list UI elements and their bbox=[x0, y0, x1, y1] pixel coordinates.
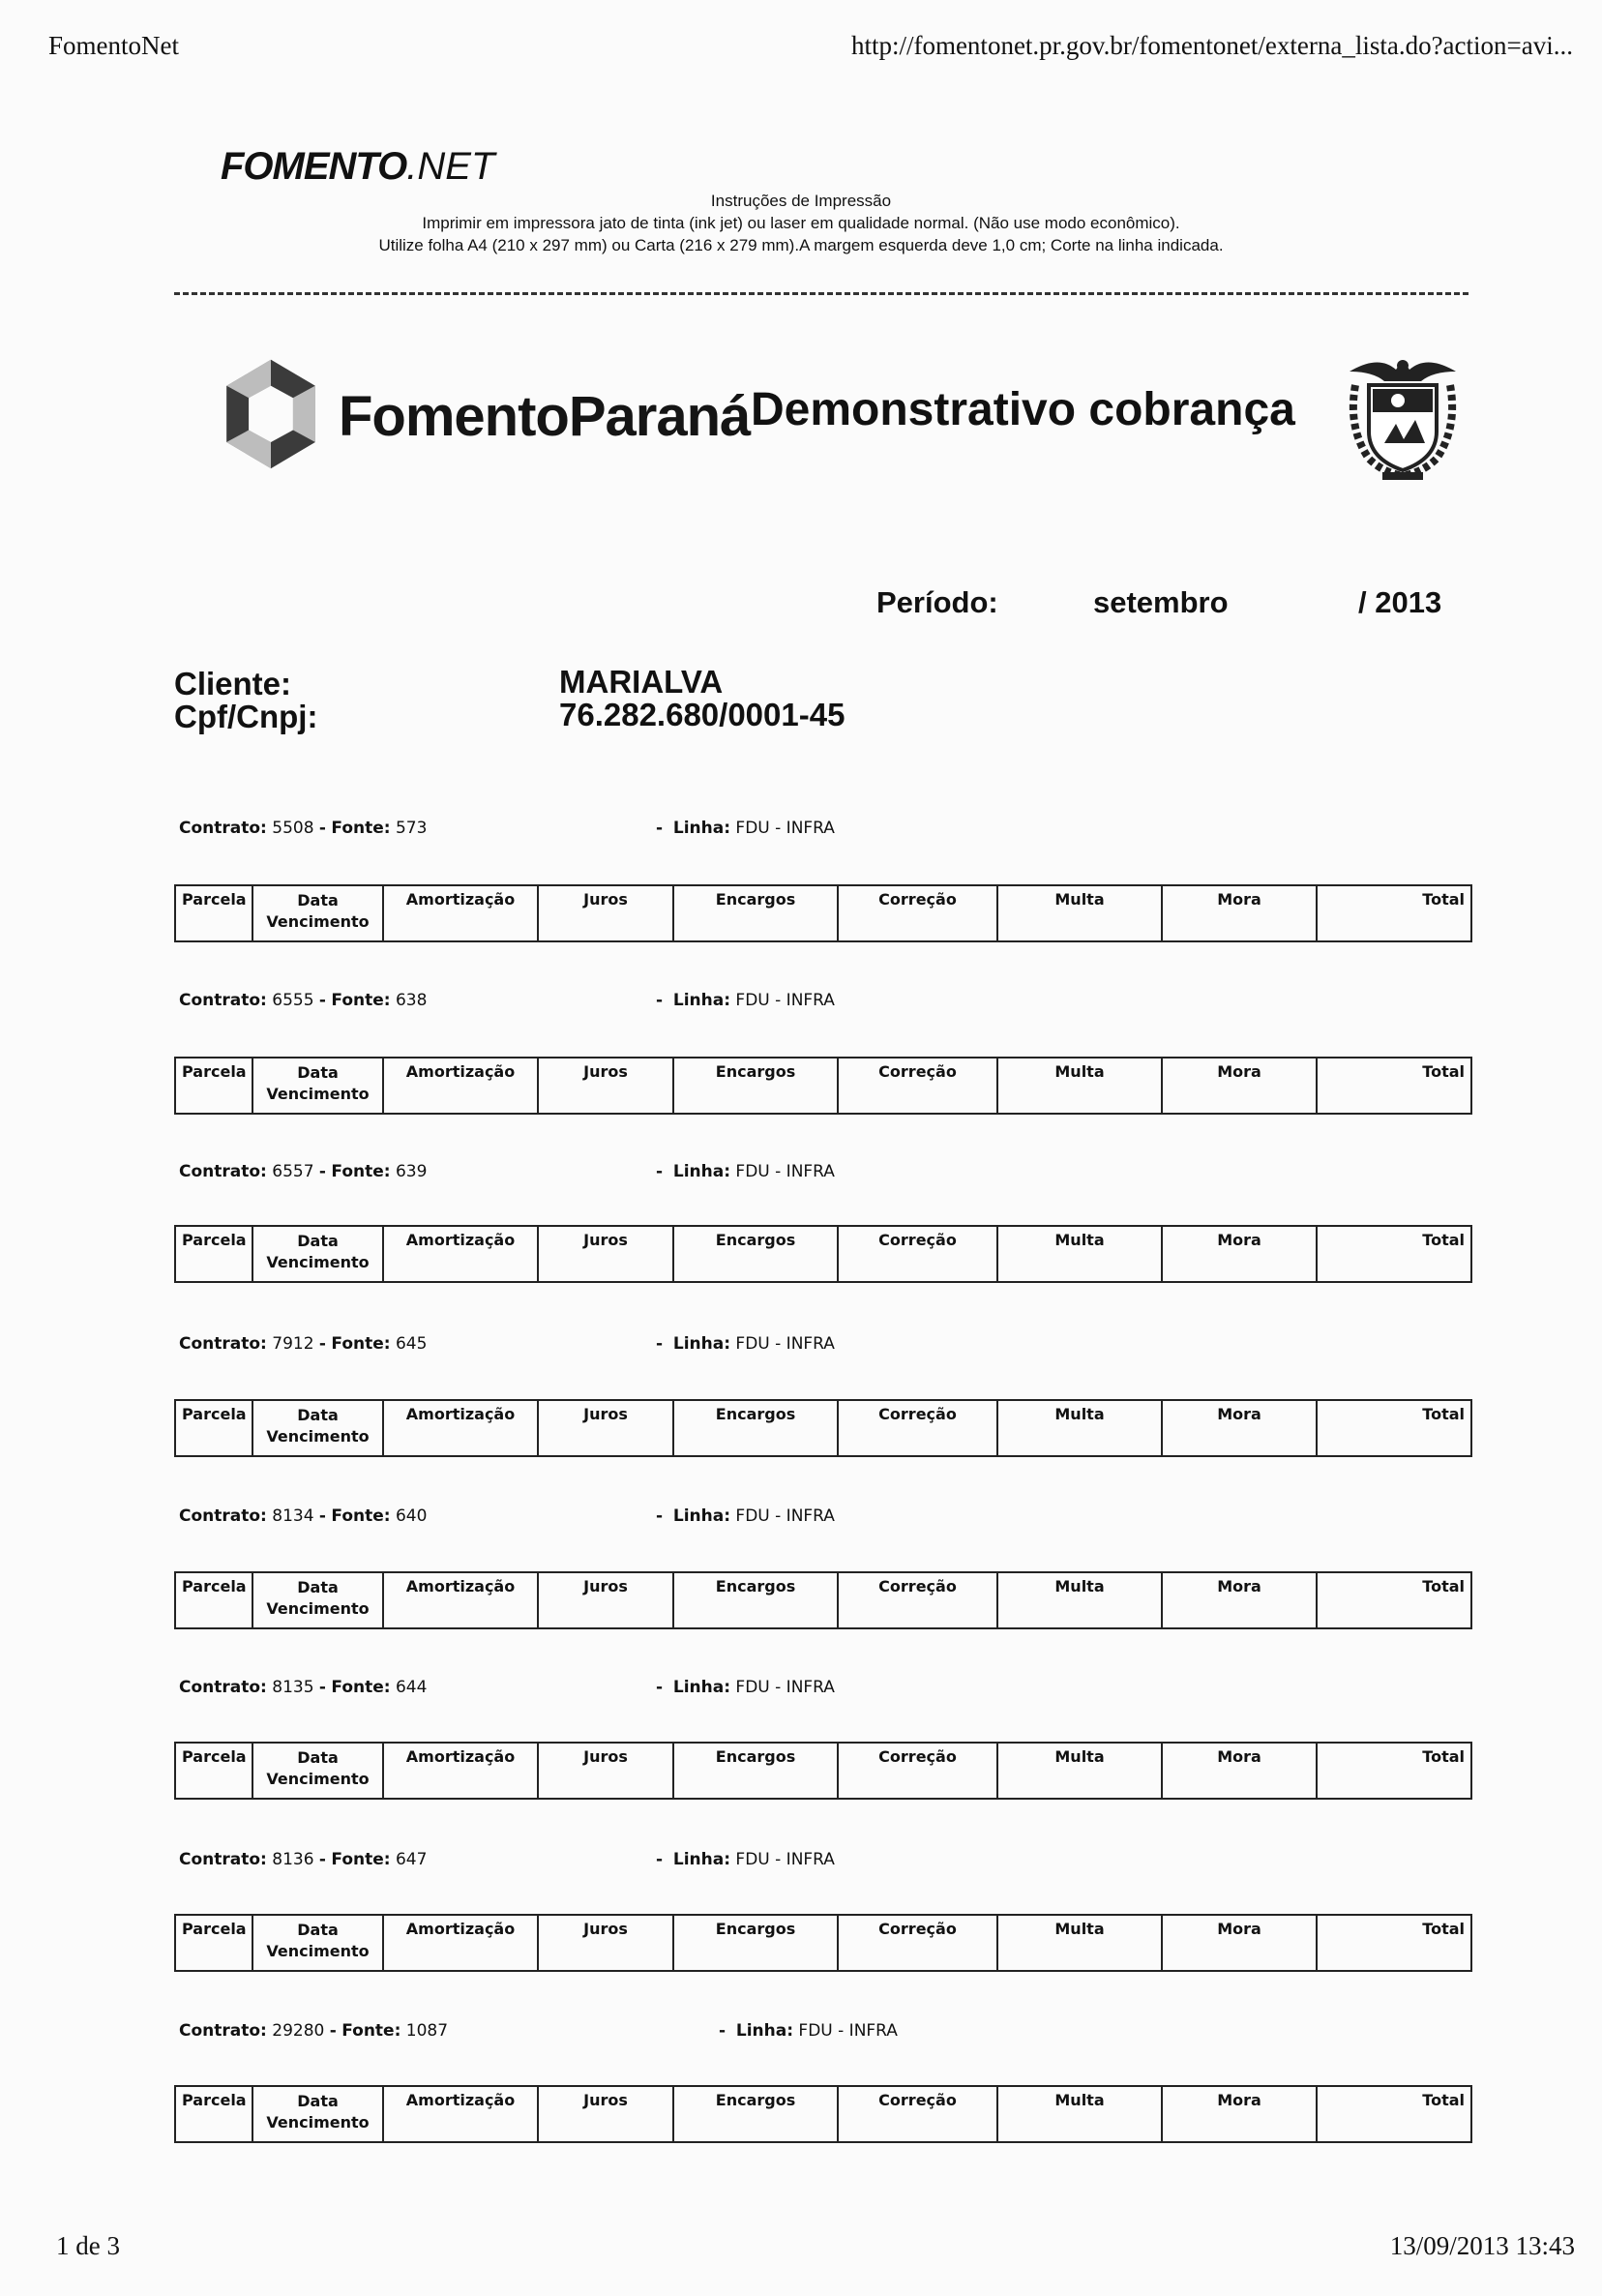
col-encargos: Encargos bbox=[673, 2086, 838, 2142]
fomento-parana-logo-icon bbox=[221, 355, 321, 477]
fonte-label: Fonte: bbox=[331, 1850, 391, 1869]
dash: - bbox=[318, 991, 326, 1010]
col-data-vencimento bbox=[252, 1572, 383, 1628]
col-correcao: Correção bbox=[838, 885, 997, 941]
print-header-url: http://fomentonet.pr.gov.br/fomentonet/externa_lista.do?action=avi... bbox=[850, 31, 1573, 60]
col-amortizacao: Amortização bbox=[383, 2086, 538, 2142]
contract-linha bbox=[656, 1506, 835, 1526]
contract-id-fonte bbox=[179, 1162, 427, 1181]
col-mora: Mora bbox=[1162, 885, 1317, 941]
col-parcela: Parcela bbox=[175, 1572, 252, 1628]
col-mora: Mora bbox=[1162, 1400, 1317, 1456]
contract-table bbox=[174, 1571, 1472, 1629]
contract-table bbox=[174, 1225, 1472, 1283]
contrato-label: Contrato: bbox=[179, 1850, 267, 1869]
contract-table bbox=[174, 2085, 1472, 2143]
contract-linha bbox=[656, 1162, 835, 1181]
instructions-title: Instruções de Impressão bbox=[710, 192, 892, 210]
contrato-value: 7912 bbox=[272, 1334, 314, 1354]
dash: - bbox=[656, 1334, 664, 1354]
contract-table bbox=[174, 1914, 1472, 1972]
fonte-label: Fonte: bbox=[331, 819, 391, 838]
col-mora: Mora bbox=[1162, 2086, 1317, 2142]
contrato-label: Contrato: bbox=[179, 1506, 267, 1526]
linha-label: Linha: bbox=[672, 1162, 731, 1181]
col-data-vencimento bbox=[252, 2086, 383, 2142]
col-data-line2: Vencimento bbox=[266, 2113, 370, 2132]
col-juros: Juros bbox=[538, 1915, 673, 1971]
contract-table bbox=[174, 1057, 1472, 1115]
col-total: Total bbox=[1317, 1226, 1471, 1282]
periodo-year: / 2013 bbox=[1358, 585, 1442, 619]
brand-block bbox=[221, 348, 750, 484]
contrato-label: Contrato: bbox=[179, 1334, 267, 1354]
col-multa: Multa bbox=[997, 1743, 1162, 1799]
col-parcela: Parcela bbox=[175, 2086, 252, 2142]
fonte-value: 573 bbox=[395, 819, 428, 838]
col-total: Total bbox=[1317, 885, 1471, 941]
contract-id-fonte bbox=[179, 2021, 448, 2041]
col-mora: Mora bbox=[1162, 1915, 1317, 1971]
col-encargos: Encargos bbox=[673, 1400, 838, 1456]
table-header-row bbox=[175, 1915, 1471, 1971]
col-total: Total bbox=[1317, 2086, 1471, 2142]
col-juros: Juros bbox=[538, 1226, 673, 1282]
contrato-label: Contrato: bbox=[179, 2021, 267, 2041]
cut-line bbox=[174, 292, 1468, 295]
print-footer-page-counter: 1 de 3 bbox=[56, 2231, 120, 2260]
linha-label: Linha: bbox=[672, 1678, 731, 1697]
fonte-label: Fonte: bbox=[331, 1678, 391, 1697]
col-parcela: Parcela bbox=[175, 1058, 252, 1114]
fonte-value: 1087 bbox=[405, 2021, 449, 2041]
contrato-value: 8134 bbox=[272, 1506, 314, 1526]
contrato-value: 8135 bbox=[272, 1678, 314, 1697]
fonte-value: 645 bbox=[395, 1334, 428, 1354]
col-data-line2: Vencimento bbox=[266, 1599, 370, 1618]
col-juros: Juros bbox=[538, 885, 673, 941]
col-data-line1: Data bbox=[297, 891, 339, 909]
contract-linha bbox=[656, 819, 835, 838]
col-data-line2: Vencimento bbox=[266, 1085, 370, 1103]
col-data-line1: Data bbox=[297, 2092, 339, 2110]
contract-id-fonte bbox=[179, 1506, 427, 1526]
contract-id-fonte bbox=[179, 1334, 427, 1354]
linha-value: FDU - INFRA bbox=[735, 1850, 835, 1869]
col-data-line1: Data bbox=[297, 1232, 339, 1250]
col-data-vencimento bbox=[252, 1400, 383, 1456]
table-header-row bbox=[175, 2086, 1471, 2142]
contrato-label: Contrato: bbox=[179, 1678, 267, 1697]
contract-table bbox=[174, 884, 1472, 942]
contrato-value: 29280 bbox=[272, 2021, 325, 2041]
col-encargos: Encargos bbox=[673, 1743, 838, 1799]
col-amortizacao: Amortização bbox=[383, 1743, 538, 1799]
col-juros: Juros bbox=[538, 1058, 673, 1114]
col-mora: Mora bbox=[1162, 1058, 1317, 1114]
table-header-row bbox=[175, 1743, 1471, 1799]
col-correcao: Correção bbox=[838, 1226, 997, 1282]
col-total: Total bbox=[1317, 1915, 1471, 1971]
contract-header bbox=[179, 1850, 1475, 1875]
col-multa: Multa bbox=[997, 2086, 1162, 2142]
col-multa: Multa bbox=[997, 1400, 1162, 1456]
col-data-line1: Data bbox=[297, 1921, 339, 1939]
col-data-line2: Vencimento bbox=[266, 1253, 370, 1271]
dash: - bbox=[656, 991, 664, 1010]
fonte-value: 644 bbox=[395, 1678, 428, 1697]
periodo-label: Período: bbox=[876, 585, 998, 619]
contrato-label: Contrato: bbox=[179, 991, 267, 1010]
linha-label: Linha: bbox=[672, 1334, 731, 1354]
linha-label: Linha: bbox=[672, 819, 731, 838]
contract-header bbox=[179, 1506, 1475, 1532]
fonte-label: Fonte: bbox=[331, 1334, 391, 1354]
col-juros: Juros bbox=[538, 1572, 673, 1628]
col-juros: Juros bbox=[538, 1400, 673, 1456]
cpf-cnpj-label: Cpf/Cnpj: bbox=[174, 699, 318, 734]
linha-value: FDU - INFRA bbox=[735, 1506, 835, 1526]
col-amortizacao: Amortização bbox=[383, 1915, 538, 1971]
col-amortizacao: Amortização bbox=[383, 1572, 538, 1628]
table-header-row bbox=[175, 1226, 1471, 1282]
col-total: Total bbox=[1317, 1058, 1471, 1114]
linha-value: FDU - INFRA bbox=[735, 991, 835, 1010]
fonte-label: Fonte: bbox=[331, 1506, 391, 1526]
contract-header bbox=[179, 2021, 1475, 2046]
contract-header bbox=[179, 1162, 1475, 1187]
col-amortizacao: Amortização bbox=[383, 1400, 538, 1456]
contract-id-fonte bbox=[179, 1850, 427, 1869]
contract-table bbox=[174, 1742, 1472, 1800]
col-juros: Juros bbox=[538, 1743, 673, 1799]
col-parcela: Parcela bbox=[175, 1400, 252, 1456]
dash: - bbox=[318, 1850, 326, 1869]
dash: - bbox=[656, 1850, 664, 1869]
contract-table bbox=[174, 1399, 1472, 1457]
cliente-label: Cliente: bbox=[174, 666, 292, 701]
linha-value: FDU - INFRA bbox=[798, 2021, 898, 2041]
col-data-vencimento bbox=[252, 1743, 383, 1799]
contract-linha bbox=[656, 991, 835, 1010]
periodo-month: setembro bbox=[1093, 585, 1229, 619]
contract-linha bbox=[656, 1678, 835, 1697]
col-data-vencimento bbox=[252, 885, 383, 941]
col-encargos: Encargos bbox=[673, 1226, 838, 1282]
contract-linha bbox=[656, 1334, 835, 1354]
contrato-value: 5508 bbox=[272, 819, 314, 838]
col-data-line1: Data bbox=[297, 1063, 339, 1082]
col-total: Total bbox=[1317, 1400, 1471, 1456]
col-amortizacao: Amortização bbox=[383, 1226, 538, 1282]
col-data-vencimento bbox=[252, 1226, 383, 1282]
col-data-line2: Vencimento bbox=[266, 912, 370, 931]
col-parcela: Parcela bbox=[175, 1743, 252, 1799]
contrato-label: Contrato: bbox=[179, 1162, 267, 1181]
col-correcao: Correção bbox=[838, 1400, 997, 1456]
col-juros: Juros bbox=[538, 2086, 673, 2142]
fomento-net-logo-main: FOMENTO bbox=[221, 145, 407, 188]
table-header-row bbox=[175, 1572, 1471, 1628]
fonte-value: 639 bbox=[395, 1162, 428, 1181]
col-parcela: Parcela bbox=[175, 885, 252, 941]
dash: - bbox=[656, 1162, 664, 1181]
col-data-line1: Data bbox=[297, 1578, 339, 1596]
contract-id-fonte bbox=[179, 819, 427, 838]
col-parcela: Parcela bbox=[175, 1915, 252, 1971]
fomento-net-logo bbox=[221, 145, 494, 189]
dash: - bbox=[318, 1678, 326, 1697]
contract-header bbox=[179, 1334, 1475, 1359]
col-amortizacao: Amortização bbox=[383, 885, 538, 941]
col-amortizacao: Amortização bbox=[383, 1058, 538, 1114]
col-encargos: Encargos bbox=[673, 885, 838, 941]
fonte-label: Fonte: bbox=[331, 991, 391, 1010]
col-total: Total bbox=[1317, 1743, 1471, 1799]
dash: - bbox=[719, 2021, 727, 2041]
col-correcao: Correção bbox=[838, 1743, 997, 1799]
dash: - bbox=[318, 1506, 326, 1526]
col-data-line1: Data bbox=[297, 1748, 339, 1767]
contrato-label: Contrato: bbox=[179, 819, 267, 838]
fonte-value: 638 bbox=[395, 991, 428, 1010]
table-header-row bbox=[175, 1058, 1471, 1114]
col-correcao: Correção bbox=[838, 1572, 997, 1628]
col-encargos: Encargos bbox=[673, 1058, 838, 1114]
linha-value: FDU - INFRA bbox=[735, 1162, 835, 1181]
col-encargos: Encargos bbox=[673, 1572, 838, 1628]
linha-label: Linha: bbox=[735, 2021, 794, 2041]
linha-value: FDU - INFRA bbox=[735, 1678, 835, 1697]
print-instructions bbox=[193, 190, 1409, 256]
linha-label: Linha: bbox=[672, 1850, 731, 1869]
col-data-line2: Vencimento bbox=[266, 1770, 370, 1788]
cliente-value: MARIALVA bbox=[559, 664, 724, 700]
contrato-value: 6555 bbox=[272, 991, 314, 1010]
col-correcao: Correção bbox=[838, 1915, 997, 1971]
col-multa: Multa bbox=[997, 885, 1162, 941]
col-total: Total bbox=[1317, 1572, 1471, 1628]
col-multa: Multa bbox=[997, 1058, 1162, 1114]
contract-id-fonte bbox=[179, 1678, 427, 1697]
col-encargos: Encargos bbox=[673, 1915, 838, 1971]
dash: - bbox=[318, 819, 326, 838]
col-data-vencimento bbox=[252, 1915, 383, 1971]
col-parcela: Parcela bbox=[175, 1226, 252, 1282]
document-title: Demonstrativo cobrança bbox=[751, 384, 1295, 435]
contract-id-fonte bbox=[179, 991, 427, 1010]
col-multa: Multa bbox=[997, 1915, 1162, 1971]
col-data-vencimento bbox=[252, 1058, 383, 1114]
dash: - bbox=[656, 819, 664, 838]
col-correcao: Correção bbox=[838, 1058, 997, 1114]
instructions-line-2: Utilize folha A4 (210 x 297 mm) ou Carta (216 x 279 mm).A margem esquerda deve 1,0 cm; Corte na linha indicada. bbox=[378, 236, 1224, 254]
col-multa: Multa bbox=[997, 1226, 1162, 1282]
linha-value: FDU - INFRA bbox=[735, 1334, 835, 1354]
cpf-cnpj-value: 76.282.680/0001-45 bbox=[559, 697, 846, 732]
coat-of-arms-icon bbox=[1340, 350, 1466, 484]
col-mora: Mora bbox=[1162, 1572, 1317, 1628]
brand-name: FomentoParaná bbox=[339, 384, 751, 448]
contract-linha bbox=[719, 2021, 898, 2041]
col-mora: Mora bbox=[1162, 1226, 1317, 1282]
contract-linha bbox=[656, 1850, 835, 1869]
contract-header bbox=[179, 819, 1475, 844]
dash: - bbox=[318, 1334, 326, 1354]
col-multa: Multa bbox=[997, 1572, 1162, 1628]
linha-value: FDU - INFRA bbox=[735, 819, 835, 838]
fonte-value: 640 bbox=[395, 1506, 428, 1526]
instructions-line-1: Imprimir em impressora jato de tinta (ink jet) ou laser em qualidade normal. (Não use modo econômico). bbox=[422, 214, 1180, 232]
col-correcao: Correção bbox=[838, 2086, 997, 2142]
linha-label: Linha: bbox=[672, 991, 731, 1010]
contract-header bbox=[179, 991, 1475, 1016]
dash: - bbox=[656, 1506, 664, 1526]
linha-label: Linha: bbox=[672, 1506, 731, 1526]
contract-header bbox=[179, 1678, 1475, 1703]
col-mora: Mora bbox=[1162, 1743, 1317, 1799]
table-header-row bbox=[175, 1400, 1471, 1456]
contrato-value: 8136 bbox=[272, 1850, 314, 1869]
fomento-net-logo-suffix: .NET bbox=[406, 145, 495, 188]
table-header-row bbox=[175, 885, 1471, 941]
col-data-line1: Data bbox=[297, 1406, 339, 1424]
contrato-value: 6557 bbox=[272, 1162, 314, 1181]
fonte-label: Fonte: bbox=[341, 2021, 401, 2041]
print-footer-date: 13/09/2013 13:43 bbox=[1389, 2231, 1575, 2260]
fonte-label: Fonte: bbox=[331, 1162, 391, 1181]
print-header-title: FomentoNet bbox=[48, 31, 179, 60]
dash: - bbox=[329, 2021, 337, 2041]
dash: - bbox=[656, 1678, 664, 1697]
col-data-line2: Vencimento bbox=[266, 1427, 370, 1446]
fonte-value: 647 bbox=[395, 1850, 428, 1869]
dash: - bbox=[318, 1162, 326, 1181]
col-data-line2: Vencimento bbox=[266, 1942, 370, 1960]
